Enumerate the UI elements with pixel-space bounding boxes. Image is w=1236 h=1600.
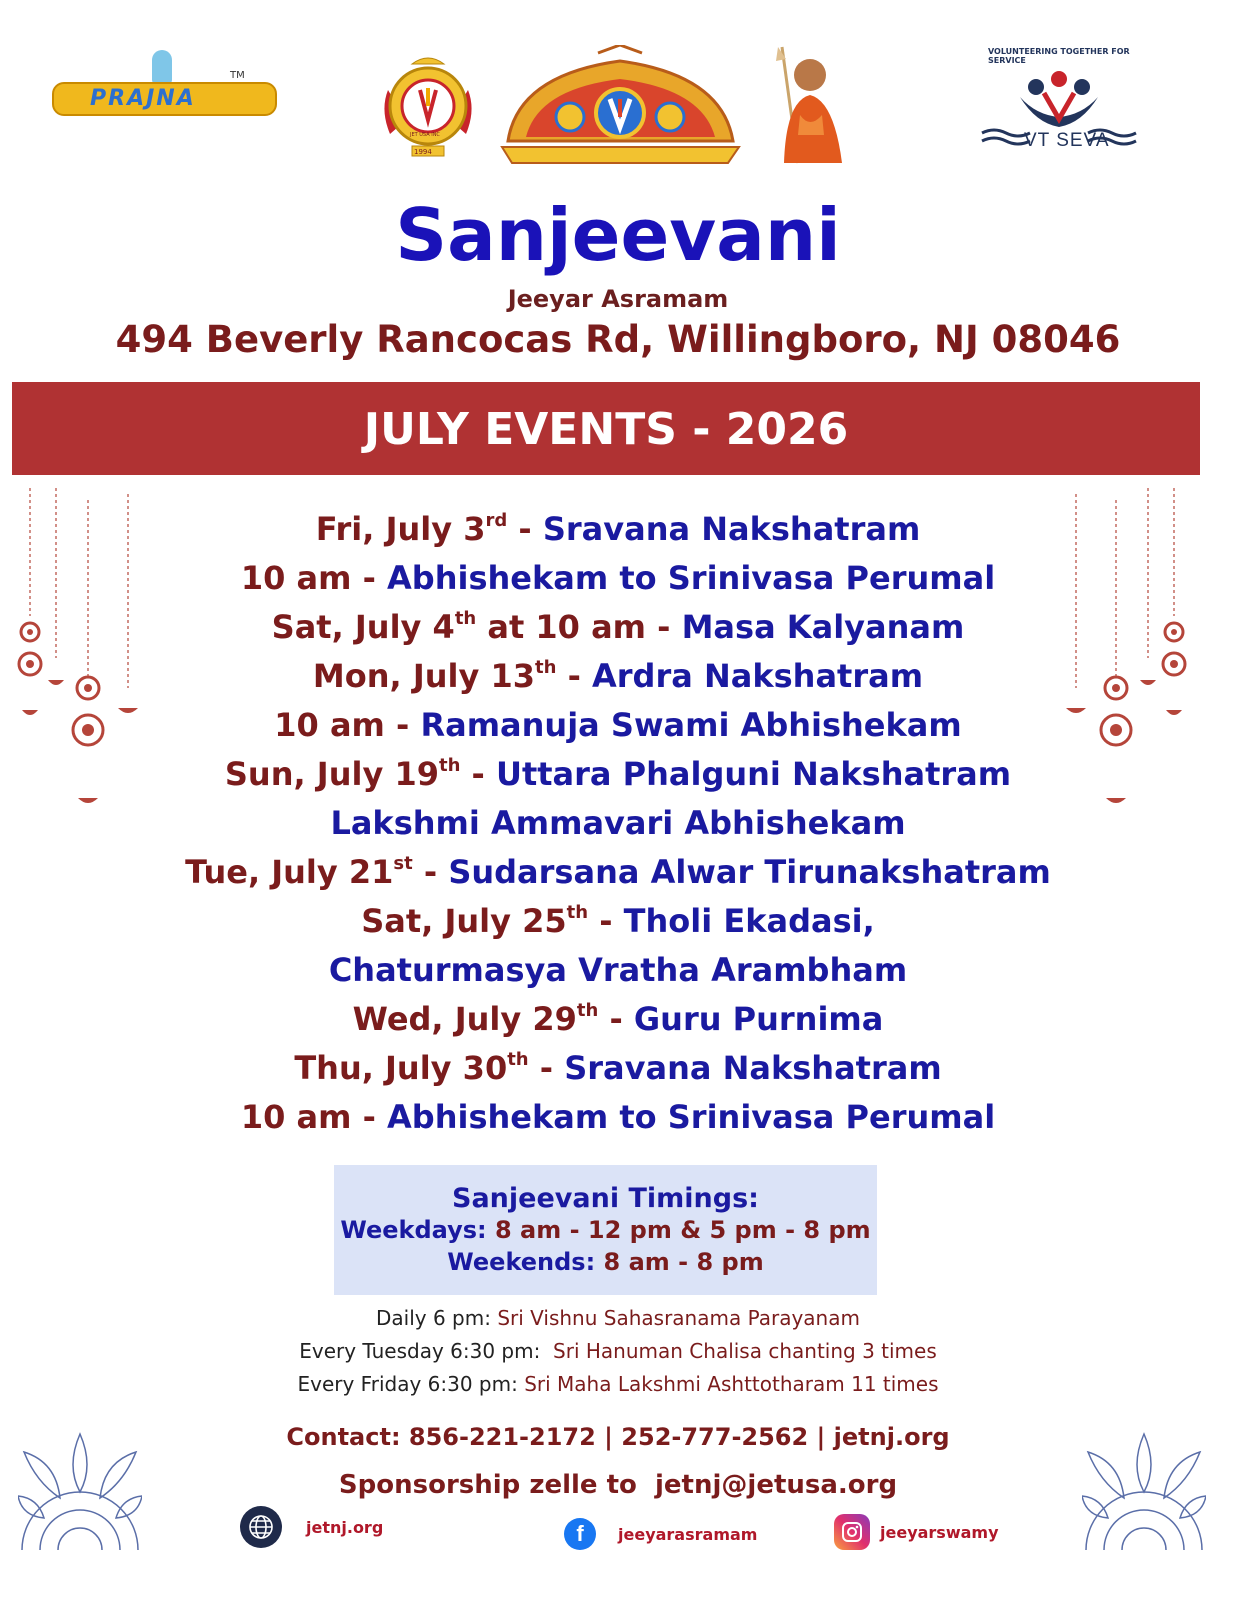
events-banner-text: JULY EVENTS - 2026: [363, 404, 849, 455]
event-line: Sat, July 4th at 10 am - Masa Kalyanam: [271, 608, 965, 646]
events-list: [0, 505, 1236, 1142]
trademark-mark: TM: [230, 70, 245, 81]
mandala-right-decoration: [1082, 1426, 1206, 1550]
address: 494 Beverly Rancocas Rd, Willingboro, NJ 08046: [115, 318, 1121, 361]
facebook-icon: f: [564, 1518, 596, 1550]
instagram-link[interactable]: [834, 1510, 999, 1554]
event-line: 10 am - Abhishekam to Srinivasa Perumal: [240, 1098, 996, 1136]
instagram-label: jeeyarswamy: [880, 1522, 999, 1542]
prajna-logo: [52, 50, 277, 125]
meditation-figure-icon: [152, 50, 172, 84]
contact-info: Contact: 856-221-2172 | 252-777-2562 | jetnj.org: [286, 1423, 950, 1451]
event-line: Chaturmasya Vratha Arambham: [328, 951, 908, 989]
weekday-timings: Weekdays: 8 am - 12 pm & 5 pm - 8 pm: [340, 1216, 871, 1244]
event-line: 10 am - Ramanuja Swami Abhishekam: [274, 706, 962, 744]
program-line: Every Friday 6:30 pm: Sri Maha Lakshmi Ashttotharam 11 times: [297, 1372, 939, 1396]
event-line: Wed, July 29th - Guru Purnima: [352, 1000, 884, 1038]
vt-seva-name: VT SEVA: [1024, 130, 1110, 151]
event-line: Fri, July 3rd - Sravana Nakshatram: [315, 510, 921, 548]
facebook-label: jeeyarasramam: [618, 1524, 758, 1544]
event-line: Sat, July 25th - Tholi Ekadasi,: [361, 902, 875, 940]
vt-seva-logo: [974, 45, 1144, 155]
event-line: Sun, July 19th - Uttara Phalguni Nakshatram: [224, 755, 1012, 793]
website-label: jetnj.org: [306, 1517, 384, 1537]
jet-usa-crest-logo: [376, 50, 480, 162]
page-subtitle: Jeeyar Asramam: [507, 285, 729, 313]
facebook-link[interactable]: [564, 1512, 757, 1556]
globe-icon: [240, 1506, 282, 1548]
event-line: Mon, July 13th - Ardra Nakshatram: [312, 657, 924, 695]
swami-photo: [764, 45, 856, 167]
timings-heading: Sanjeevani Timings:: [452, 1183, 759, 1214]
recurring-programs: [0, 1302, 1236, 1401]
sponsorship-info: Sponsorship zelle to jetnj@jetusa.org: [338, 1470, 898, 1500]
events-banner: [12, 382, 1200, 475]
program-line: Every Tuesday 6:30 pm: Sri Hanuman Chalisa chanting 3 times: [299, 1339, 937, 1363]
vt-seva-ring-text: VOLUNTEERING TOGETHER FOR SERVICE: [988, 47, 1130, 65]
program-line: Daily 6 pm: Sri Vishnu Sahasranama Parayanam: [376, 1306, 860, 1330]
page-title: Sanjeevani: [395, 193, 841, 277]
temple-banner-logo: [498, 45, 743, 165]
event-line: 10 am - Abhishekam to Srinivasa Perumal: [240, 559, 996, 597]
weekend-timings: Weekends: 8 am - 8 pm: [447, 1248, 764, 1276]
website-link[interactable]: [240, 1505, 383, 1549]
crest-year: 1994: [414, 148, 432, 156]
mandala-left-decoration: [18, 1426, 142, 1550]
instagram-icon: [834, 1514, 870, 1550]
event-line: Thu, July 30th - Sravana Nakshatram: [294, 1049, 942, 1087]
timings-box: [334, 1165, 877, 1295]
event-line: Lakshmi Ammavari Abhishekam: [330, 804, 906, 842]
prajna-logo-text: PRAJNA: [90, 86, 196, 111]
crest-caption: JET USA INC: [410, 132, 440, 138]
event-line: Tue, July 21st - Sudarsana Alwar Tirunakshatram: [185, 853, 1051, 891]
